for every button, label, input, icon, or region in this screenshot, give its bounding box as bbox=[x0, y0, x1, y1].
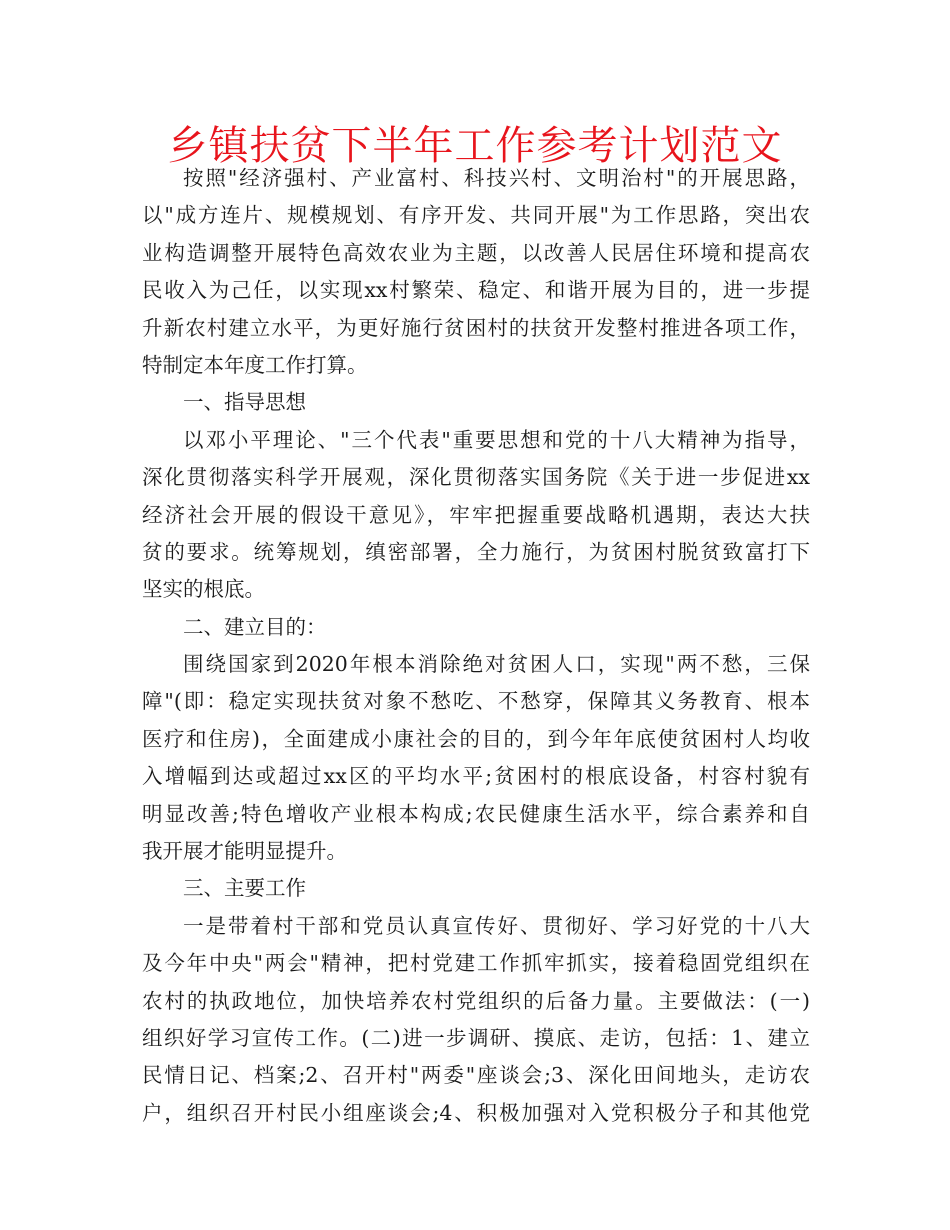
document-body bbox=[142, 160, 810, 1132]
paragraph-line: 按照"经济强村、产业富村、科技兴村、文明治村"的开展思路， bbox=[183, 166, 810, 190]
paragraph-line: 经济社会开展的假设干意见》，牢牢把握重要战略机遇期，表达大扶 bbox=[142, 502, 810, 527]
paragraph-line: 贫的要求。统筹规划，缜密部署，全力施行，为贫困村脱贫致富打下 bbox=[142, 539, 810, 564]
paragraph-line: 入增幅到达或超过xx区的平均水平;贫困村的根底设备，村容村貌有 bbox=[142, 764, 810, 789]
paragraph-line: 明显改善;特色增收产业根本构成;农民健康生活水平，综合素养和自 bbox=[142, 801, 810, 826]
section-heading: 二、建立目的： bbox=[183, 614, 327, 639]
paragraph-line: 医疗和住房)，全面建成小康社会的目的，到今年年底使贫困村人均收 bbox=[142, 726, 810, 751]
paragraph-line: 坚实的根底。 bbox=[142, 577, 265, 602]
paragraph-line: 围绕国家到2020年根本消除绝对贫困人口，实现"两不愁，三保 bbox=[183, 652, 810, 677]
paragraph-line: 以邓小平理论、"三个代表"重要思想和党的十八大精神为指导， bbox=[183, 427, 810, 452]
paragraph-line: 及今年中央"两会"精神，把村党建工作抓牢抓实，接着稳固党组织在 bbox=[142, 951, 810, 976]
section-heading: 一、指导思想 bbox=[183, 390, 306, 415]
paragraph-line: 升新农村建立水平，为更好施行贫困村的扶贫开发整村推进各项工作， bbox=[142, 315, 810, 340]
paragraph-line: 户，组织召开村民小组座谈会;4、积极加强对入党积极分子和其他党 bbox=[142, 1100, 810, 1125]
paragraph-line: 深化贯彻落实科学开展观，深化贯彻落实国务院《关于进一步促进xx bbox=[142, 465, 810, 490]
document-title: 乡镇扶贫下半年工作参考计划范文 bbox=[167, 123, 783, 169]
paragraph-line: 民收入为己任，以实现xx村繁荣、稳定、和谐开展为目的，进一步提 bbox=[142, 278, 810, 303]
paragraph-line: 我开展才能明显提升。 bbox=[142, 839, 347, 864]
paragraph-line: 农村的执政地位，加快培养农村党组织的后备力量。主要做法：(一) bbox=[142, 988, 810, 1013]
paragraph-line: 障"(即：稳定实现扶贫对象不愁吃、不愁穿，保障其义务教育、根本 bbox=[142, 689, 810, 714]
paragraph-line: 业构造调整开展特色高效农业为主题，以改善人民居住环境和提高农 bbox=[142, 240, 810, 265]
paragraph-line: 民情日记、档案;2、召开村"两委"座谈会;3、深化田间地头，走访农 bbox=[142, 1063, 810, 1088]
paragraph-line: 以"成方连片、规模规划、有序开发、共同开展"为工作思路，突出农 bbox=[142, 203, 810, 228]
paragraph-line: 组织好学习宣传工作。(二)进一步调研、摸底、走访，包括：1、建立 bbox=[142, 1025, 810, 1050]
paragraph-line: 一是带着村干部和党员认真宣传好、贯彻好、学习好党的十八大 bbox=[183, 913, 810, 938]
section-heading: 三、主要工作 bbox=[183, 876, 306, 901]
paragraph-line: 特制定本年度工作打算。 bbox=[142, 352, 368, 377]
